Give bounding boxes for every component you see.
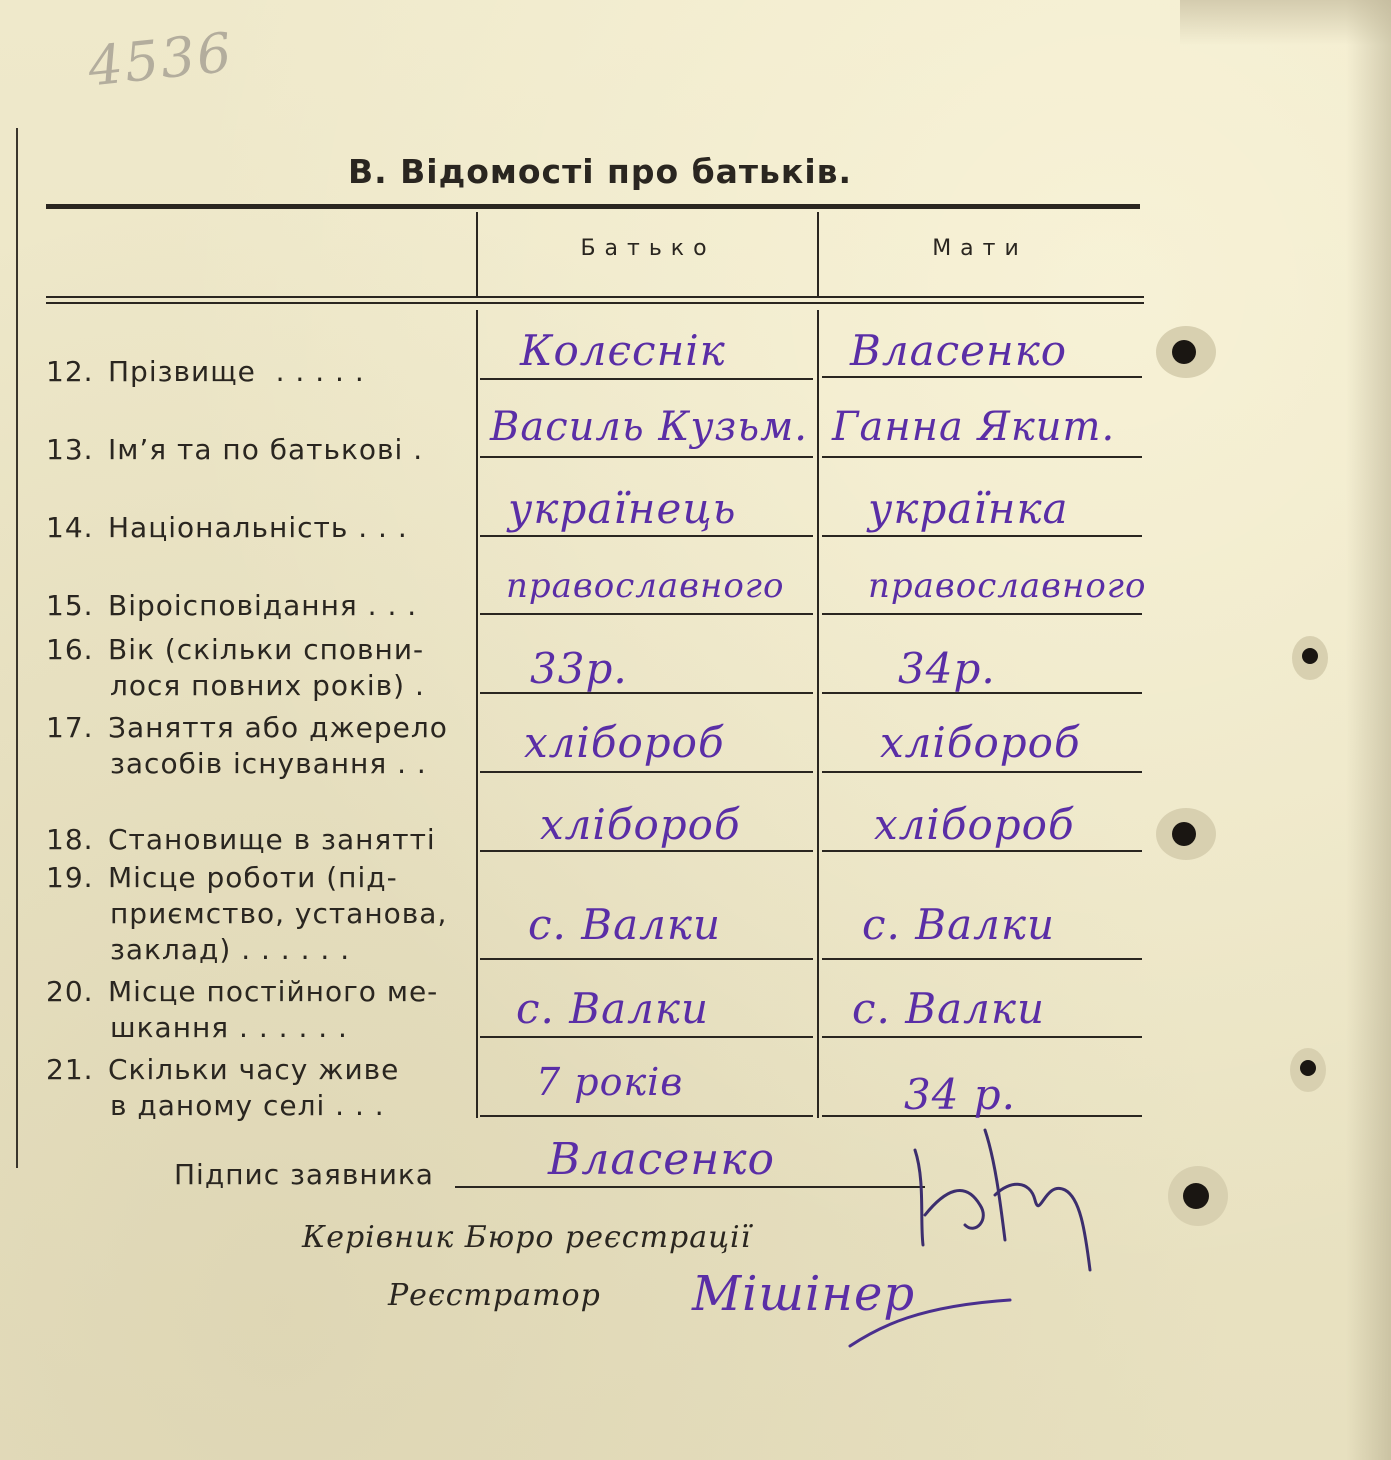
father-religion: православного (506, 566, 785, 606)
row-line-father-18 (480, 850, 813, 852)
registrar-label: Реєстратор (388, 1278, 601, 1313)
header-bottom-rule-2 (46, 302, 1144, 304)
registrar-signature-flourish (840, 1286, 1020, 1366)
row-label-17: 17. Заняття або джерело засобів існування . . (46, 711, 448, 780)
father-position: хлібороб (540, 800, 741, 849)
row-line-mother-18 (822, 850, 1142, 852)
page-edge-shadow (1346, 0, 1391, 1460)
header-bottom-rule (46, 296, 1144, 298)
father-occupation: хлібороб (524, 718, 725, 767)
row-line-mother-20 (822, 1036, 1142, 1038)
father-surname: Колєснік (520, 326, 726, 375)
body-divider-1 (476, 310, 478, 1118)
row-label-21: 21. Скільки часу живе в даному селі . . . (46, 1053, 400, 1122)
column-header-father: Батько (580, 236, 716, 261)
row-label-13: 13. Ім’я та по батькові . (46, 433, 424, 466)
column-header-mother: Мати (932, 236, 1028, 261)
row-label-12: 12. Прізвище . . . . . (46, 355, 365, 388)
row-line-father-20 (480, 1036, 813, 1038)
row-line-mother-17 (822, 771, 1142, 773)
mother-residence: с. Валки (852, 984, 1046, 1033)
section-title: В. Відомості про батьків. (347, 152, 853, 191)
binding-hole-5 (1160, 1158, 1240, 1238)
applicant-signature-label: Підпис заявника (174, 1158, 434, 1191)
row-label-19: 19. Місце роботи (під- приємство, установа, заклад) . . . . . . (46, 861, 448, 966)
row-line-mother-19 (822, 958, 1142, 960)
left-border-line (16, 128, 18, 1168)
mother-position: хлібороб (874, 800, 1075, 849)
row-line-father-15 (480, 613, 813, 615)
binding-hole-1 (1148, 318, 1228, 388)
father-age: 33р. (530, 644, 628, 693)
mother-workplace: с. Валки (862, 900, 1056, 949)
row-line-mother-15 (822, 613, 1142, 615)
row-line-mother-13 (822, 456, 1142, 458)
row-label-15: 15. Віроісповідання . . . (46, 589, 418, 622)
father-nationality: українець (508, 484, 737, 533)
mother-residence-duration: 34 р. (904, 1070, 1017, 1119)
row-line-father-17 (480, 771, 813, 773)
mother-occupation: хлібороб (880, 718, 1081, 767)
row-line-father-21 (480, 1115, 813, 1117)
binding-hole-4 (1284, 1040, 1334, 1100)
father-residence: с. Валки (516, 984, 710, 1033)
binding-hole-3 (1148, 800, 1228, 870)
father-residence-duration: 7 років (536, 1060, 684, 1104)
applicant-signature: Власенко (548, 1134, 776, 1185)
row-label-20: 20. Місце постійного ме- шкання . . . . . . (46, 975, 439, 1044)
row-line-father-19 (480, 958, 813, 960)
row-line-father-12 (480, 378, 813, 380)
father-workplace: с. Валки (528, 900, 722, 949)
page-fold-shadow (1180, 0, 1391, 45)
header-divider-2 (817, 212, 819, 298)
applicant-signature-line (455, 1186, 925, 1188)
bureau-head-signature (895, 1120, 1105, 1280)
header-top-rule (46, 204, 1140, 209)
bureau-head-label: Керівник Бюро реєстрації (302, 1220, 752, 1255)
row-line-father-14 (480, 535, 813, 537)
mother-nationality: українка (868, 484, 1069, 533)
body-divider-2 (817, 310, 819, 1118)
row-line-mother-12 (822, 376, 1142, 378)
mother-age: 34р. (898, 644, 996, 693)
father-name: Василь Кузьм. (490, 404, 808, 450)
row-line-mother-14 (822, 535, 1142, 537)
binding-hole-2 (1286, 628, 1336, 688)
row-label-14: 14. Національність . . . (46, 511, 408, 544)
registrar-signature: Мішінер (692, 1266, 916, 1322)
row-line-father-13 (480, 456, 813, 458)
mother-religion: православного (868, 566, 1147, 606)
row-label-16: 16. Вік (скільки сповни- лося повних років) . (46, 633, 425, 702)
header-divider-1 (476, 212, 478, 298)
mother-surname: Власенко (850, 326, 1068, 375)
mother-name: Ганна Якит. (832, 404, 1116, 450)
row-label-18: 18. Становище в занятті (46, 823, 436, 856)
archive-number: 4536 (85, 20, 237, 99)
